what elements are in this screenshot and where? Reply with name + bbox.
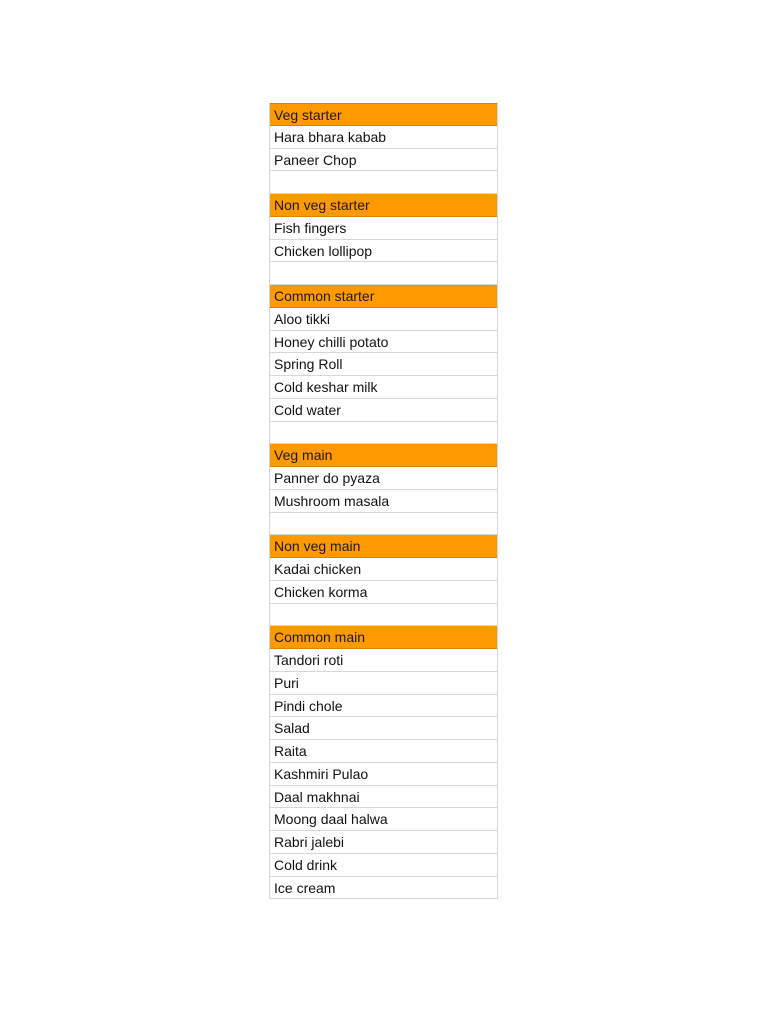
menu-item: Salad <box>270 717 497 740</box>
menu-item: Chicken korma <box>270 581 497 604</box>
menu-item: Moong daal halwa <box>270 808 497 831</box>
menu-item: Honey chilli potato <box>270 331 497 354</box>
menu-item: Ice cream <box>270 877 497 900</box>
section-header: Common main <box>270 626 497 649</box>
menu-item: Aloo tikki <box>270 308 497 331</box>
section-header: Veg main <box>270 444 497 467</box>
menu-item: Fish fingers <box>270 217 497 240</box>
menu-item: Cold keshar milk <box>270 376 497 399</box>
section-header: Veg starter <box>270 103 497 126</box>
menu-item: Kashmiri Pulao <box>270 763 497 786</box>
menu-item: Raita <box>270 740 497 763</box>
blank-row <box>270 422 497 445</box>
menu-item: Cold drink <box>270 854 497 877</box>
menu-sheet <box>269 103 498 899</box>
menu-item: Spring Roll <box>270 353 497 376</box>
menu-item: Paneer Chop <box>270 149 497 172</box>
section-header: Non veg starter <box>270 194 497 217</box>
section-header: Common starter <box>270 285 497 308</box>
section-header: Non veg main <box>270 535 497 558</box>
menu-item: Kadai chicken <box>270 558 497 581</box>
menu-item: Puri <box>270 672 497 695</box>
menu-item: Tandori roti <box>270 649 497 672</box>
menu-item: Pindi chole <box>270 695 497 718</box>
menu-item: Hara bhara kabab <box>270 126 497 149</box>
blank-row <box>270 262 497 285</box>
menu-item: Daal makhnai <box>270 786 497 809</box>
menu-item: Rabri jalebi <box>270 831 497 854</box>
blank-row <box>270 604 497 627</box>
menu-item: Panner do pyaza <box>270 467 497 490</box>
menu-item: Chicken lollipop <box>270 240 497 263</box>
blank-row <box>270 171 497 194</box>
blank-row <box>270 513 497 536</box>
menu-item: Cold water <box>270 399 497 422</box>
menu-item: Mushroom masala <box>270 490 497 513</box>
